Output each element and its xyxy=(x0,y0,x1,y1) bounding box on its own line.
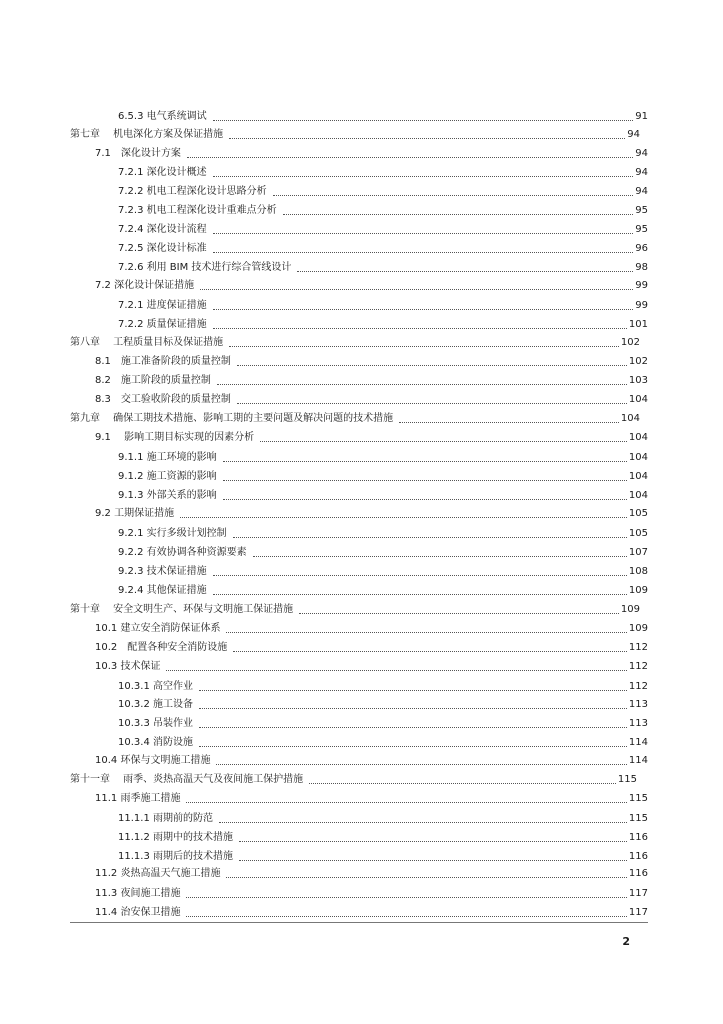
toc-entry-page: 95 xyxy=(635,224,648,235)
toc-entry xyxy=(118,470,648,484)
toc-entry-page: 109 xyxy=(620,604,640,615)
toc-entry xyxy=(118,110,648,124)
toc-entry xyxy=(118,831,648,845)
toc-entry xyxy=(95,147,648,161)
toc-entry-label: 9.1 影响工期目标实现的因素分析 xyxy=(95,432,255,443)
toc-entry-page: 104 xyxy=(620,413,640,424)
toc-entry xyxy=(118,489,648,503)
toc-entry xyxy=(95,660,648,674)
toc-entry xyxy=(118,451,648,465)
toc-leader-dots xyxy=(297,265,633,272)
toc-entry-page: 109 xyxy=(628,585,648,596)
toc-entry-page: 116 xyxy=(628,851,648,862)
toc-entry-label: 7.2.2 机电工程深化设计思路分析 xyxy=(118,186,267,197)
toc-leader-dots xyxy=(200,283,633,290)
toc-entry xyxy=(118,318,648,332)
toc-entry-page: 114 xyxy=(628,755,648,766)
toc-leader-dots xyxy=(186,910,626,917)
toc-entry-label: 7.2.3 机电工程深化设计重难点分析 xyxy=(118,205,277,216)
toc-entry-label: 11.1.2 雨期中的技术措施 xyxy=(118,832,233,843)
toc-entry-page: 112 xyxy=(628,661,648,672)
toc-entry-label: 7.2.5 深化设计标准 xyxy=(118,243,207,254)
toc-entry xyxy=(95,393,648,407)
toc-entry xyxy=(95,887,648,901)
toc-entry xyxy=(95,279,648,293)
toc-leader-dots xyxy=(233,531,627,538)
toc-entry-label: 第七章 机电深化方案及保证措施 xyxy=(70,129,224,140)
toc-leader-dots xyxy=(213,569,627,576)
toc-entry xyxy=(70,773,637,787)
toc-entry-page: 109 xyxy=(628,623,648,634)
toc-entry-page: 108 xyxy=(628,566,648,577)
toc-entry-page: 99 xyxy=(635,280,648,291)
toc-entry xyxy=(118,185,648,199)
toc-entry xyxy=(95,754,648,768)
toc-entry xyxy=(118,717,648,731)
toc-entry xyxy=(118,299,648,313)
toc-entry xyxy=(118,166,648,180)
toc-leader-dots xyxy=(213,246,634,253)
toc-entry-label: 10.2 配置各种安全消防设施 xyxy=(95,642,228,653)
toc-leader-dots xyxy=(213,170,634,177)
toc-leader-dots xyxy=(299,607,619,614)
toc-entry xyxy=(70,603,640,617)
toc-entry-label: 7.2.2 质量保证措施 xyxy=(118,319,207,330)
toc-entry-label: 9.1.1 施工环境的影响 xyxy=(118,452,217,463)
toc-leader-dots xyxy=(199,684,627,691)
toc-entry-label: 9.2.3 技术保证措施 xyxy=(118,566,207,577)
toc-entry-page: 115 xyxy=(628,813,648,824)
toc-leader-dots xyxy=(226,871,626,878)
toc-entry xyxy=(70,128,640,142)
toc-entry-label: 10.3.2 施工设备 xyxy=(118,699,193,710)
toc-entry xyxy=(95,906,648,920)
toc-entry xyxy=(118,242,648,256)
toc-entry-page: 117 xyxy=(628,888,648,899)
toc-entry-label: 9.2.4 其他保证措施 xyxy=(118,585,207,596)
toc-entry-label: 7.1 深化设计方案 xyxy=(95,148,181,159)
toc-entry xyxy=(118,736,648,750)
toc-leader-dots xyxy=(213,114,634,121)
toc-leader-dots xyxy=(283,208,634,215)
toc-entry xyxy=(95,355,648,369)
toc-leader-dots xyxy=(237,397,627,404)
toc-entry-label: 8.3 交工验收阶段的质量控制 xyxy=(95,394,231,405)
toc-entry-page: 117 xyxy=(628,907,648,918)
toc-entry-label: 11.4 治安保卫措施 xyxy=(95,907,181,918)
toc-leader-dots xyxy=(223,474,627,481)
toc-entry-page: 101 xyxy=(628,319,648,330)
toc-entry-page: 116 xyxy=(628,832,648,843)
footer-divider xyxy=(70,922,648,923)
toc-entry-page: 113 xyxy=(628,718,648,729)
toc-entry-page: 114 xyxy=(628,737,648,748)
toc-leader-dots xyxy=(166,664,626,671)
toc-entry-page: 112 xyxy=(628,642,648,653)
toc-entry xyxy=(118,698,648,712)
toc-entry-label: 9.2.2 有效协调各种资源要素 xyxy=(118,547,247,558)
toc-leader-dots xyxy=(226,626,626,633)
toc-entry xyxy=(95,622,648,636)
toc-leader-dots xyxy=(237,359,627,366)
toc-entry-page: 95 xyxy=(635,205,648,216)
toc-leader-dots xyxy=(213,303,634,310)
toc-leader-dots xyxy=(216,758,626,765)
toc-leader-dots xyxy=(273,189,634,196)
toc-leader-dots xyxy=(233,645,627,652)
toc-entry-label: 7.2.4 深化设计流程 xyxy=(118,224,207,235)
toc-leader-dots xyxy=(180,511,627,518)
toc-entry xyxy=(118,223,648,237)
toc-entry-page: 94 xyxy=(627,129,640,140)
toc-leader-dots xyxy=(187,151,633,158)
toc-entry-page: 94 xyxy=(635,148,648,159)
toc-leader-dots xyxy=(239,854,627,861)
toc-entry-page: 104 xyxy=(628,452,648,463)
toc-leader-dots xyxy=(229,340,619,347)
toc-leader-dots xyxy=(199,702,627,709)
toc-leader-dots xyxy=(217,378,627,385)
toc-entry xyxy=(118,812,648,826)
toc-entry-label: 10.3 技术保证 xyxy=(95,661,161,672)
toc-entry-label: 8.2 施工阶段的质量控制 xyxy=(95,375,211,386)
toc-leader-dots xyxy=(223,455,627,462)
toc-entry-page: 113 xyxy=(628,699,648,710)
toc-entry-label: 11.2 炎热高温天气施工措施 xyxy=(95,868,221,879)
toc-leader-dots xyxy=(399,416,619,423)
toc-entry-page: 104 xyxy=(628,471,648,482)
toc-leader-dots xyxy=(213,322,627,329)
toc-entry xyxy=(118,680,648,694)
toc-entry-page: 107 xyxy=(628,547,648,558)
toc-entry xyxy=(118,527,648,541)
toc-entry-label: 10.1 建立安全消防保证体系 xyxy=(95,623,221,634)
toc-entry-label: 10.3.3 吊装作业 xyxy=(118,718,193,729)
toc-leader-dots xyxy=(223,493,627,500)
toc-leader-dots xyxy=(219,816,627,823)
toc-entry-page: 104 xyxy=(628,432,648,443)
toc-entry-page: 94 xyxy=(635,186,648,197)
toc-entry-page: 102 xyxy=(628,356,648,367)
toc-entry xyxy=(95,507,648,521)
toc-entry-label: 11.3 夜间施工措施 xyxy=(95,888,181,899)
toc-leader-dots xyxy=(239,835,627,842)
toc-entry-label: 7.2.1 进度保证措施 xyxy=(118,300,207,311)
toc-entry-label: 9.2.1 实行多级计划控制 xyxy=(118,528,227,539)
toc-entry-label: 第八章 工程质量目标及保证措施 xyxy=(70,337,224,348)
toc-entry-page: 96 xyxy=(635,243,648,254)
toc-entry xyxy=(118,565,648,579)
toc-entry xyxy=(95,374,648,388)
toc-entry-label: 10.3.1 高空作业 xyxy=(118,681,193,692)
toc-leader-dots xyxy=(309,777,616,784)
toc-leader-dots xyxy=(213,588,627,595)
toc-entry-label: 10.4 环保与文明施工措施 xyxy=(95,755,211,766)
toc-leader-dots xyxy=(186,796,626,803)
toc-entry-label: 10.3.4 消防设施 xyxy=(118,737,193,748)
toc-entry-label: 7.2.6 利用 BIM 技术进行综合管线设计 xyxy=(118,262,292,273)
page-number: 2 xyxy=(622,935,630,948)
toc-entry-label: 第十一章 雨季、炎热高温天气及夜间施工保护措施 xyxy=(70,774,304,785)
toc-leader-dots xyxy=(199,740,627,747)
toc-entry xyxy=(118,546,648,560)
toc-entry xyxy=(118,261,648,275)
toc-entry xyxy=(95,431,648,445)
toc-entry-label: 6.5.3 电气系统调试 xyxy=(118,111,207,122)
toc-entry-label: 9.2 工期保证措施 xyxy=(95,508,175,519)
toc-entry xyxy=(95,867,648,881)
toc-entry-label: 9.1.3 外部关系的影响 xyxy=(118,490,217,501)
toc-entry xyxy=(118,584,648,598)
toc-entry-page: 105 xyxy=(628,508,648,519)
toc-entry-page: 104 xyxy=(628,490,648,501)
toc-entry-label: 7.2 深化设计保证措施 xyxy=(95,280,195,291)
toc-entry-page: 99 xyxy=(635,300,648,311)
toc-entry-label: 9.1.2 施工资源的影响 xyxy=(118,471,217,482)
toc-leader-dots xyxy=(199,721,627,728)
toc-entry-page: 115 xyxy=(628,793,648,804)
toc-entry-page: 116 xyxy=(628,868,648,879)
toc-entry xyxy=(118,850,648,864)
toc-leader-dots xyxy=(260,435,627,442)
toc-entry-label: 8.1 施工准备阶段的质量控制 xyxy=(95,356,231,367)
toc-leader-dots xyxy=(253,550,627,557)
toc-entry-label: 11.1.3 雨期后的技术措施 xyxy=(118,851,233,862)
toc-entry-page: 104 xyxy=(628,394,648,405)
toc-entry-page: 98 xyxy=(635,262,648,273)
toc-leader-dots xyxy=(229,132,625,139)
toc-entry xyxy=(70,336,640,350)
toc-entry-label: 11.1.1 雨期前的防范 xyxy=(118,813,213,824)
toc-leader-dots xyxy=(186,891,626,898)
toc-entry xyxy=(118,204,648,218)
toc-entry-page: 94 xyxy=(635,167,648,178)
toc-entry-label: 7.2.1 深化设计概述 xyxy=(118,167,207,178)
toc-entry-page: 115 xyxy=(617,774,637,785)
toc-leader-dots xyxy=(213,227,634,234)
toc-entry xyxy=(95,792,648,806)
toc-entry-page: 102 xyxy=(620,337,640,348)
toc-entry-label: 第十章 安全文明生产、环保与文明施工保证措施 xyxy=(70,604,294,615)
toc-entry-page: 112 xyxy=(628,681,648,692)
toc-entry-label: 11.1 雨季施工措施 xyxy=(95,793,181,804)
toc-entry xyxy=(70,412,640,426)
toc-entry-page: 91 xyxy=(635,111,648,122)
toc-entry-page: 103 xyxy=(628,375,648,386)
toc-entry-page: 105 xyxy=(628,528,648,539)
toc-entry xyxy=(95,641,648,655)
toc-entry-label: 第九章 确保工期技术措施、影响工期的主要问题及解决问题的技术措施 xyxy=(70,413,394,424)
